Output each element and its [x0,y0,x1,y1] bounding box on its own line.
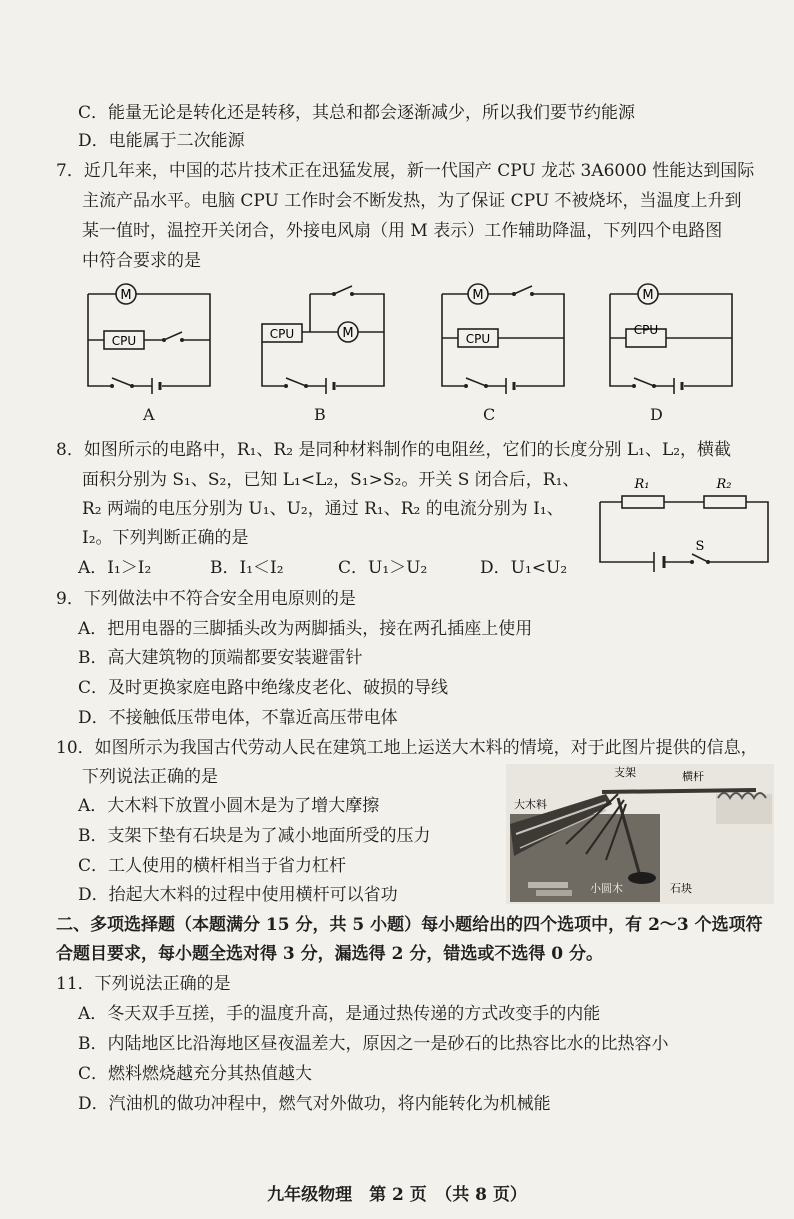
circuit-diagram-a [84,282,216,394]
q10-option-a: A．大木料下放置小圆木是为了增大摩擦 [78,796,380,816]
q11-option-a: A．冬天双手互搓，手的温度升高，是通过热传递的方式改变手的内能 [78,1004,601,1024]
q10-line-1: 10．如图所示为我国古代劳动人民在建筑工地上运送大木料的情境，对于此图片提供的信息， [56,738,758,758]
q11-option-b: B．内陆地区比沿海地区昼夜温差大，原因之一是砂石的比热容比水的比热容小 [78,1034,669,1054]
cpu-a-label: CPU [111,334,137,348]
circuit-label-d: D [650,405,663,424]
r1-label: R₁ [634,477,650,492]
circuit-diagram-d [606,282,738,394]
cpu-d-label: CPU [633,323,659,337]
cpu-b-label: CPU [269,327,295,341]
q10-option-d: D．抬起大木料的过程中使用横杆可以省功 [78,885,398,905]
q8-line-2: 面积分别为 S₁、S₂，已知 L₁<L₂，S₁>S₂。开关 S 闭合后，R₁、 [82,470,580,490]
q10-photo [506,764,774,904]
q7-line-3: 某一值时，温控开关闭合，外接电风扇（用 M 表示）工作辅助降温，下列四个电路图 [82,221,723,241]
q9-option-b: B．高大建筑物的顶端都要安装避雷针 [78,648,363,668]
q8-circuit-diagram [594,470,774,580]
q7-line-4: 中符合要求的是 [82,251,201,271]
q11-option-c: C．燃料燃烧越充分其热值越大 [78,1064,313,1084]
cpu-c-label: CPU [465,332,491,346]
q10-line-2: 下列说法正确的是 [82,767,218,787]
q8-option-b: B．I₁＜I₂ [210,558,284,578]
q8-option-a: A．I₁＞I₂ [78,558,152,578]
q8-option-c: C．U₁＞U₂ [338,558,428,578]
q8-line-1: 8．如图所示的电路中，R₁、R₂ 是同种材料制作的电阻丝，它们的长度分别 L₁、L₂，横截 [56,440,732,460]
q11-option-d: D．汽油机的做功冲程中，燃气对外做功，将内能转化为机械能 [78,1094,551,1114]
q7-line-1: 7．近几年来，中国的芯片技术正在迅猛发展，新一代国产 CPU 龙芯 3A6000 性能达到国际 [56,161,755,181]
page-footer: 九年级物理 第 2 页 （共 8 页） [267,1185,527,1205]
label-wood: 大木料 [514,798,547,811]
section2-line-1: 二、多项选择题（本题满分 15 分，共 5 小题）每小题给出的四个选项中，有 2～3 个选项符 [56,915,763,935]
motor-c-label: M [472,288,484,303]
circuit-label-c: C [483,405,496,424]
label-bar: 横杆 [682,770,704,783]
r2-label: R₂ [716,477,732,492]
q11-stem: 11．下列说法正确的是 [56,974,231,994]
q6-option-c: C．能量无论是转化还是转移，其总和都会逐渐减少，所以我们要节约能源 [78,103,636,123]
label-support: 支架 [614,766,636,779]
circuit-diagram-c [438,282,570,394]
q8-line-3: R₂ 两端的电压分别为 U₁、U₂，通过 R₁、R₂ 的电流分别为 I₁、 [82,499,564,519]
q6-option-d: D．电能属于二次能源 [78,131,245,151]
q10-option-c: C．工人使用的横杆相当于省力杠杆 [78,856,347,876]
label-stone: 石块 [670,882,692,895]
q7-line-2: 主流产品水平。电脑 CPU 工作时会不断发热，为了保证 CPU 不被烧坏，当温度上升到 [82,191,742,211]
q10-option-b: B．支架下垫有石块是为了减小地面所受的压力 [78,826,431,846]
section2-line-2: 合题目要求，每小题全选对得 3 分，漏选得 2 分，错选或不选得 0 分。 [56,944,603,964]
circuit-label-a: A [143,405,155,424]
q9-option-a: A．把用电器的三脚插头改为两脚插头，接在两孔插座上使用 [78,619,533,639]
motor-d-label: M [642,288,654,303]
q9-stem: 9．下列做法中不符合安全用电原则的是 [56,589,356,609]
q8-line-4: I₂。下列判断正确的是 [82,528,249,548]
switch-s-label: S [695,539,705,554]
q9-option-c: C．及时更换家庭电路中绝缘皮老化、破损的导线 [78,678,449,698]
q9-option-d: D．不接触低压带电体，不靠近高压带电体 [78,708,398,728]
motor-a-label: M [120,288,132,303]
circuit-diagram-b [258,282,390,394]
circuit-label-b: B [314,405,326,424]
label-log: 小圆木 [590,882,623,895]
q8-option-d: D．U₁<U₂ [480,558,568,578]
motor-b-label: M [342,326,354,341]
